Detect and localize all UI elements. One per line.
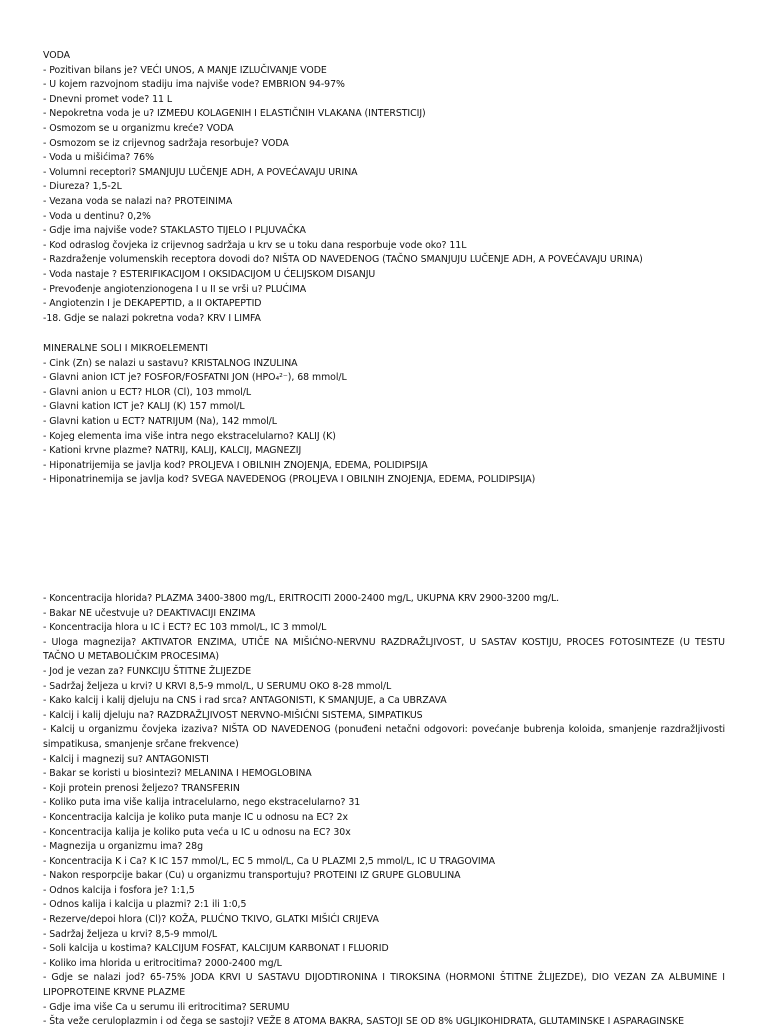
- qa-line: - Šta veže ceruloplazmin i od čega se sastoji? VEŽE 8 ATOMA BAKRA, SASTOJI SE OD 8% UGLJIKOHIDRATA, GLUTAMINSKE I ASPARAGINSKE: [43, 1016, 684, 1028]
- qa-line: - Nakon resporpcije bakar (Cu) u organizmu transportuju? PROTEINI IZ GRUPE GLOBULINA: [43, 870, 461, 882]
- qa-line: - Uloga magnezija? AKTIVATOR ENZIMA, UTIČE NA MIŠIĆNO-NERVNU RAZDRAŽLJIVOST, U SASTAV KOSTIJU, PROCES FOTOSINTEZE (U TESTU TAČNO U METABOLIČKIM PROCESIMA): [43, 636, 725, 663]
- qa-line: - Cink (Zn) se nalazi u sastavu? KRISTALNOG INZULINA: [43, 357, 298, 369]
- qa-line: - Koncentracija K i Ca? K IC 157 mmol/L, EC 5 mmol/L, Ca U PLAZMI 2,5 mmol/L, IC U TRAGOVIMA: [43, 855, 496, 867]
- qa-line: - Odnos kalija i kalcija u plazmi? 2:1 ili 1:0,5: [43, 899, 247, 911]
- qa-line: - Kalcij i kalij djeluju na? RAZDRAŽLJIVOST NERVNO-MIŠIĆNI SISTEMA, SIMPATIKUS: [43, 709, 423, 721]
- qa-line: - Osmozom se u organizmu kreće? VODA: [43, 122, 234, 134]
- qa-line: - Koncentracija hlora u IC i ECT? EC 103 mmol/L, IC 3 mmol/L: [43, 622, 327, 634]
- qa-line: - Bakar NE učestvuje u? DEAKTIVACIJI ENZIMA: [43, 607, 256, 619]
- section-heading-mineralne-soli: MINERALNE SOLI I MIKROELEMENTI: [43, 343, 209, 354]
- qa-line: - Kationi krvne plazme? NATRIJ, KALIJ, KALCIJ, MAGNEZIJ: [43, 445, 302, 457]
- qa-line: - Bakar se koristi u biosintezi? MELANINA I HEMOGLOBINA: [43, 768, 312, 780]
- section-mineralne-soli: [43, 342, 725, 488]
- qa-line: - Diureza? 1,5-2L: [43, 181, 122, 193]
- qa-line: - Koncentracija kalija je koliko puta veća u IC u odnosu na EC? 30x: [43, 826, 351, 838]
- qa-line: - Koliko puta ima više kalija intracelularno, nego ekstracelularno? 31: [43, 797, 361, 809]
- qa-line: - Voda u mišićima? 76%: [43, 152, 154, 164]
- qa-line: - Voda u dentinu? 0,2%: [43, 210, 151, 222]
- qa-line: - Koji protein prenosi željezo? TRANSFERIN: [43, 782, 240, 794]
- qa-line: - Kako kalcij i kalij djeluju na CNS i rad srca? ANTAGONISTI, K SMANJUJE, a Ca UBRZAVA: [43, 695, 447, 707]
- qa-line: - Angiotenzin I je DEKAPEPTID, a II OKTAPEPTID: [43, 298, 262, 310]
- qa-line: - Pozitivan bilans je? VEĆI UNOS, A MANJE IZLUČIVANJE VODE: [43, 64, 327, 76]
- qa-line: - Jod je vezan za? FUNKCIJU ŠTITNE ŽLIJEZDE: [43, 665, 252, 677]
- qa-line: - Hiponatrijemija se javlja kod? PROLJEVA I OBILNIH ZNOJENJA, EDEMA, POLIDIPSIJA: [43, 459, 428, 471]
- qa-line: - Glavni anion ICT je? FOSFOR/FOSFATNI JON (HPO₄²⁻), 68 mmol/L: [43, 372, 347, 384]
- qa-line: - Volumni receptori? SMANJUJU LUČENJE ADH, A POVEĆAVAJU URINA: [43, 166, 358, 178]
- qa-line: - Odnos kalcija i fosfora je? 1:1,5: [43, 884, 195, 896]
- qa-line: - Magnezija u organizmu ima? 28g: [43, 841, 203, 853]
- qa-line: - Gdje ima više Ca u serumu ili eritrocitima? SERUMU: [43, 1001, 290, 1013]
- qa-line: - Koliko ima hlorida u eritrocitima? 2000-2400 mg/L: [43, 957, 282, 969]
- qa-line: - Glavni anion u ECT? HLOR (Cl), 103 mmol/L: [43, 386, 252, 398]
- qa-line: - Kod odraslog čovjeka iz crijevnog sadržaja u krv se u toku dana resporbuje vode oko? 11L: [43, 239, 467, 251]
- qa-line: - Osmozom se iz crijevnog sadržaja resorbuje? VODA: [43, 137, 289, 149]
- qa-line: - Gdje se nalazi jod? 65-75% JODA KRVI U SASTAVU DIJODTIRONINA I TIROKSINA (HORMONI ŠTITNE ŽLIJEZDE), DIO VEZAN ZA ALBUMINE I LIPOPROTEINE KRVNE PLAZME: [43, 972, 725, 999]
- qa-line: - Rezerve/depoi hlora (Cl)? KOŽA, PLUĆNO TKIVO, GLATKI MIŠIĆI CRIJEVA: [43, 914, 379, 926]
- qa-line: - Kojeg elementa ima više intra nego ekstracelularno? KALIJ (K): [43, 430, 336, 442]
- qa-line: - Glavni kation ICT je? KALIJ (K) 157 mmol/L: [43, 401, 245, 413]
- qa-line: - Gdje ima najviše vode? STAKLASTO TIJELO I PLJUVAČKA: [43, 225, 306, 237]
- qa-line: - Razdraženje volumenskih receptora dovodi do? NIŠTA OD NAVEDENOG (TAČNO SMANJUJU LUČENJE ADH, A POVEĆAVAJU URINA): [43, 254, 643, 266]
- qa-line: -18. Gdje se nalazi pokretna voda? KRV I LIMFA: [43, 312, 261, 324]
- qa-line: - Koncentracija kalcija je koliko puta manje IC u odnosu na EC? 2x: [43, 811, 349, 823]
- section-voda: [43, 49, 725, 326]
- section-heading-voda: VODA: [43, 50, 71, 61]
- qa-line: - Koncentracija hlorida? PLAZMA 3400-3800 mg/L, ERITROCITI 2000-2400 mg/L, UKUPNA KRV 2900-3200 mg/L.: [43, 593, 560, 604]
- qa-line: - Vezana voda se nalazi na? PROTEINIMA: [43, 195, 233, 207]
- qa-line: - Prevođenje angiotenzionogena I u II se vrši u? PLUĆIMA: [43, 283, 307, 295]
- qa-line: - U kojem razvojnom stadiju ima najviše vode? EMBRION 94-97%: [43, 79, 345, 91]
- qa-line: - Glavni kation u ECT? NATRIJUM (Na), 142 mmol/L: [43, 415, 277, 427]
- qa-line: - Kalcij u organizmu čovjeka izaziva? NIŠTA OD NAVEDENOG (ponuđeni netačni odgovori: povećanje bubrenja koloida, smanjenje razdražljivosti simpatikusa, smanjenje srčane frekvence): [43, 724, 725, 750]
- section-nastavak: [43, 592, 725, 1030]
- qa-line: - Soli kalcija u kostima? KALCIJUM FOSFAT, KALCIJUM KARBONAT I FLUORID: [43, 943, 389, 955]
- qa-line: - Dnevni promet vode? 11 L: [43, 93, 173, 105]
- qa-line: - Sadržaj željeza u krvi? 8,5-9 mmol/L: [43, 928, 218, 940]
- qa-line: - Kalcij i magnezij su? ANTAGONISTI: [43, 753, 209, 765]
- qa-line: - Nepokretna voda je u? IZMEĐU KOLAGENIH I ELASTIČNIH VLAKANA (INTERSTICIJ): [43, 108, 426, 120]
- qa-line: - Voda nastaje ? ESTERIFIKACIJOM I OKSIDACIJOM U ĆELIJSKOM DISANJU: [43, 268, 376, 280]
- qa-line: - Sadržaj željeza u krvi? U KRVI 8,5-9 mmol/L, U SERUMU OKO 8-28 mmol/L: [43, 680, 392, 692]
- qa-line: - Hiponatrinemija se javlja kod? SVEGA NAVEDENOG (PROLJEVA I OBILNIH ZNOJENJA, EDEMA, POLIDIPSIJA): [43, 474, 536, 486]
